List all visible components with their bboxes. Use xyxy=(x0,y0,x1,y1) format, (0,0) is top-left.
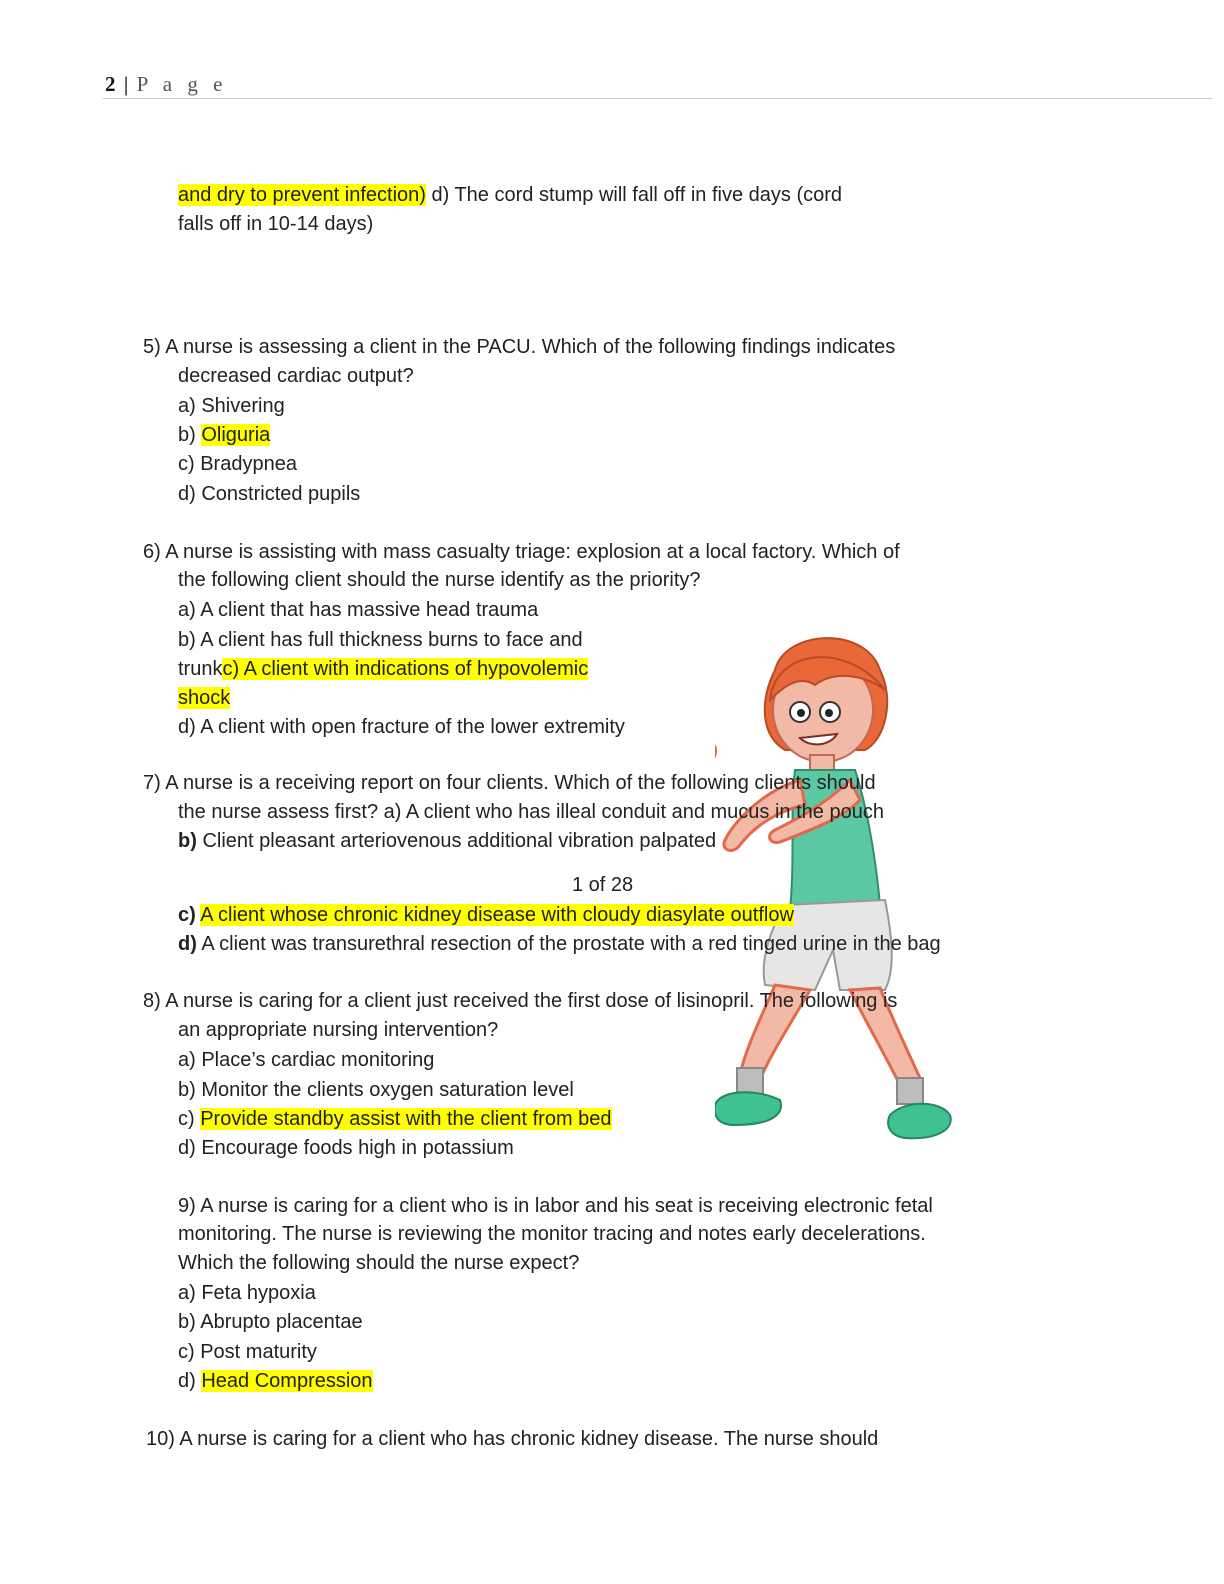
q7-option-b-text: Client pleasant arteriovenous additional vibration palpated xyxy=(196,830,717,852)
q8-stem-2: an appropriate nursing intervention? xyxy=(178,1019,499,1041)
q8-option-c-prefix: c) xyxy=(178,1108,201,1130)
q4-line-2: falls off in 10-14 days) xyxy=(178,213,374,235)
q7-stem-2: the nurse assess first? a) A client who has illeal conduit and mucus in the pouch xyxy=(178,801,884,823)
q6-option-b-tail: trunk xyxy=(178,658,223,680)
q6-stem-2: the following client should the nurse identify as the priority? xyxy=(178,569,701,591)
q5-option-b-prefix: b) xyxy=(178,424,202,446)
q6-option-c-cont xyxy=(178,684,230,712)
q8-option-c xyxy=(178,1105,612,1133)
q9-stem-1: 9) A nurse is caring for a client who is in labor and his seat is receiving electronic fetal xyxy=(178,1195,933,1217)
page-counter: 1 of 28 xyxy=(572,874,634,896)
q6-option-b: b) A client has full thickness burns to face and xyxy=(178,629,583,651)
q5-highlighted-answer: Oliguria xyxy=(201,424,271,446)
q7-option-c-letter: c) xyxy=(178,904,196,926)
q7-stem-1: 7) A nurse is a receiving report on four clients. Which of the following clients should xyxy=(143,772,876,794)
q6-highlighted-answer-1: c) A client with indications of hypovolemic xyxy=(222,658,589,680)
q9-option-b: b) Abrupto placentae xyxy=(178,1311,363,1333)
q4-highlighted-answer: and dry to prevent infection) xyxy=(178,184,426,206)
q6-stem-1: 6) A nurse is assisting with mass casualty triage: explosion at a local factory. Which of xyxy=(143,541,900,563)
q6-option-d: d) A client with open fracture of the lower extremity xyxy=(178,716,625,738)
q7-option-d xyxy=(178,930,941,958)
page-number: 2 xyxy=(105,72,116,96)
q8-option-d: d) Encourage foods high in potassium xyxy=(178,1137,514,1159)
q9-stem-2: monitoring. The nurse is reviewing the monitor tracing and notes early decelerations. xyxy=(178,1223,926,1245)
q5-option-d: d) Constricted pupils xyxy=(178,483,361,505)
q6-option-a: a) A client that has massive head trauma xyxy=(178,599,539,621)
q9-option-a: a) Feta hypoxia xyxy=(178,1282,316,1304)
q5-option-a: a) Shivering xyxy=(178,395,285,417)
q7-option-d-letter: d) xyxy=(178,933,197,955)
q9-stem-3: Which the following should the nurse expect? xyxy=(178,1252,580,1274)
page-header xyxy=(105,72,227,97)
q4-option-d: d) The cord stump will fall off in five days (cord xyxy=(425,184,843,206)
header-rule xyxy=(103,98,1212,99)
q6-option-b-cont xyxy=(178,655,588,683)
page-label: P a g e xyxy=(136,72,228,96)
q9-option-d xyxy=(178,1367,373,1395)
q9-option-d-prefix: d) xyxy=(178,1370,202,1392)
q4-line-1 xyxy=(178,181,842,209)
q7-option-d-text: A client was transurethral resection of the prostate with a red tinged urine in the bag xyxy=(196,933,941,955)
q9-option-c: c) Post maturity xyxy=(178,1341,317,1363)
q7-option-b-letter: b) xyxy=(178,830,197,852)
header-separator: | xyxy=(123,72,129,96)
q5-option-c: c) Bradypnea xyxy=(178,453,297,475)
q10-stem-1: 10) A nurse is caring for a client who has chronic kidney disease. The nurse should xyxy=(146,1428,879,1450)
cartoon-girl-illustration xyxy=(715,630,965,1150)
q8-option-a: a) Place’s cardiac monitoring xyxy=(178,1049,435,1071)
q5-stem-1: 5) A nurse is assessing a client in the PACU. Which of the following findings indicates xyxy=(143,336,896,358)
q7-highlighted-answer: A client whose chronic kidney disease with cloudy diasylate outflow xyxy=(200,904,794,926)
q5-option-b xyxy=(178,421,270,449)
q7-option-b xyxy=(178,827,716,855)
q6-highlighted-answer-2: shock xyxy=(178,687,231,709)
q7-option-c xyxy=(178,901,794,929)
q9-highlighted-answer: Head Compression xyxy=(201,1370,373,1392)
q8-stem-1: 8) A nurse is caring for a client just received the first dose of lisinopril. The following is xyxy=(143,990,898,1012)
q5-stem-2: decreased cardiac output? xyxy=(178,365,414,387)
q8-highlighted-answer: Provide standby assist with the client from bed xyxy=(200,1108,612,1130)
q8-option-b: b) Monitor the clients oxygen saturation level xyxy=(178,1079,574,1101)
